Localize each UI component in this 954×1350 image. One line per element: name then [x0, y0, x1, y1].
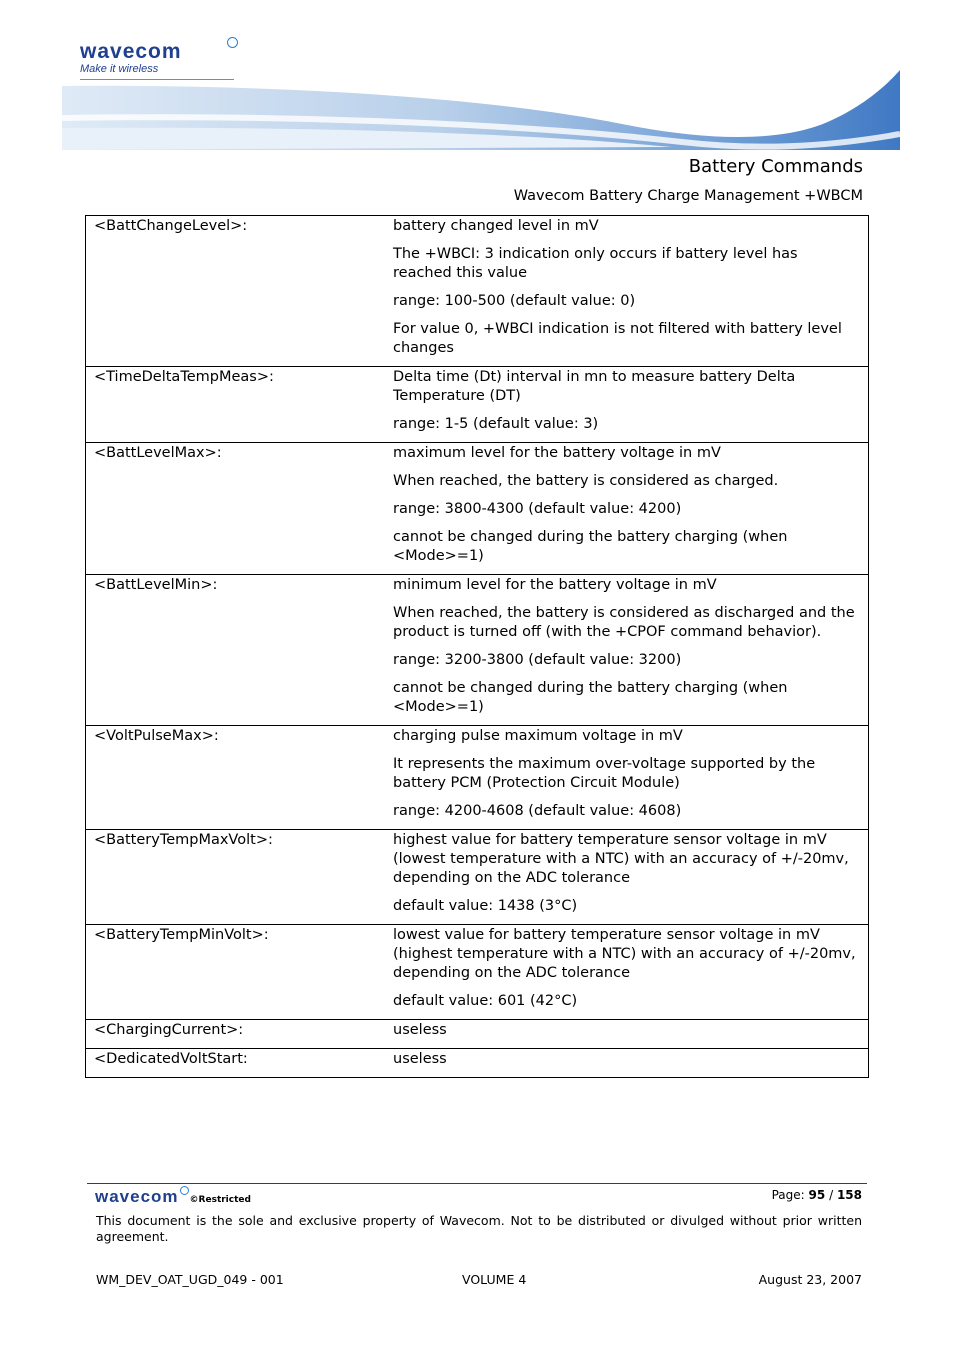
parameter-row [86, 1049, 869, 1078]
page-number [772, 1188, 862, 1202]
parameter-description-line: useless [393, 1022, 447, 1038]
parameter-name: <BattLevelMax>: [94, 445, 222, 461]
parameter-description-line: lowest value for battery temperature sensor voltage in mV (highest temperature with a NTC) with an accuracy of +/-20mv, depending on the ADC tolerance [393, 927, 856, 981]
parameter-description-line: cannot be changed during the battery charging (when <Mode>=1) [393, 680, 788, 715]
footer-logo-wordmark: wavecom [95, 1187, 179, 1206]
parameter-name: <DedicatedVoltStart: [94, 1051, 248, 1067]
parameter-name: <BatteryTempMinVolt>: [94, 927, 269, 943]
parameter-description-line: Delta time (Dt) interval in mn to measure battery Delta Temperature (DT) [393, 369, 796, 404]
page-total: 158 [836, 1188, 862, 1202]
logo-tagline: Make it wireless [80, 63, 159, 75]
parameter-description-cell [377, 1020, 869, 1049]
parameter-description-line: range: 1-5 (default value: 3) [393, 416, 599, 432]
parameter-description-line: The +WBCI: 3 indication only occurs if battery level has reached this value [393, 246, 798, 281]
parameter-name: <BattLevelMin>: [94, 577, 218, 593]
parameter-row [86, 925, 869, 1020]
parameter-description-line: When reached, the battery is considered as discharged and the product is turned off (with the +CPOF command behavior). [393, 605, 855, 640]
parameter-table [85, 215, 869, 1078]
parameter-description-cell [377, 443, 869, 575]
legal-notice: This document is the sole and exclusive property of Wavecom. Not to be distributed or divulged without prior written agreement. [96, 1213, 862, 1244]
parameter-description-cell [377, 925, 869, 1020]
parameter-description-line: battery changed level in mV [393, 218, 599, 234]
parameter-description-line: default value: 1438 (3°C) [393, 898, 578, 914]
parameter-row [86, 367, 869, 443]
parameter-description-cell [377, 367, 869, 443]
restricted-label: ©Restricted [189, 1195, 251, 1205]
parameter-name-cell [86, 1020, 378, 1049]
document-date: August 23, 2007 [758, 1272, 862, 1287]
parameter-row [86, 216, 869, 367]
parameter-name-cell [86, 575, 378, 726]
parameter-name: <TimeDeltaTempMeas>: [94, 369, 274, 385]
parameter-row [86, 1020, 869, 1049]
parameter-row [86, 726, 869, 830]
parameter-description-line: When reached, the battery is considered as charged. [393, 473, 779, 489]
parameter-name: <VoltPulseMax>: [94, 728, 219, 744]
parameter-description-line: For value 0, +WBCI indication is not filtered with battery level changes [393, 321, 842, 356]
parameter-description-line: cannot be changed during the battery charging (when <Mode>=1) [393, 529, 788, 564]
parameter-name-cell [86, 443, 378, 575]
parameter-row [86, 575, 869, 726]
parameter-description-line: maximum level for the battery voltage in mV [393, 445, 721, 461]
page-label: Page: [771, 1188, 805, 1202]
parameter-name: <ChargingCurrent>: [94, 1022, 244, 1038]
parameter-description-line: range: 4200-4608 (default value: 4608) [393, 803, 682, 819]
parameter-description-line: range: 3200-3800 (default value: 3200) [393, 652, 682, 668]
parameter-name-cell [86, 726, 378, 830]
page-separator: / [829, 1188, 834, 1202]
parameter-name: <BattChangeLevel>: [94, 218, 248, 234]
parameter-name-cell [86, 1049, 378, 1078]
parameter-description-cell [377, 726, 869, 830]
parameter-description-line: default value: 601 (42°C) [393, 993, 578, 1009]
parameter-row [86, 443, 869, 575]
section-subtitle: Wavecom Battery Charge Management +WBCM [513, 188, 863, 204]
parameter-name-cell [86, 830, 378, 925]
parameter-name: <BatteryTempMaxVolt>: [94, 832, 273, 848]
parameter-description-line: It represents the maximum over-voltage supported by the battery PCM (Protection Circuit Module) [393, 756, 816, 791]
parameter-description-line: highest value for battery temperature sensor voltage in mV (lowest temperature with a NTC) with an accuracy of +/-20mv, depending on the ADC tolerance [393, 832, 849, 886]
parameter-description-cell [377, 575, 869, 726]
footer-rule [87, 1183, 867, 1184]
parameter-row [86, 830, 869, 925]
section-title: Battery Commands [688, 156, 863, 177]
parameter-description-line: minimum level for the battery voltage in mV [393, 577, 717, 593]
logo-wordmark: wavecom [80, 40, 182, 63]
document-reference: WM_DEV_OAT_UGD_049 - 001 [96, 1272, 284, 1287]
header-swoosh-graphic [62, 70, 900, 152]
parameter-description-line: charging pulse maximum voltage in mV [393, 728, 683, 744]
parameter-name-cell [86, 925, 378, 1020]
parameter-description-line: range: 3800-4300 (default value: 4200) [393, 501, 682, 517]
logo-swirl-icon [227, 37, 238, 48]
footer-logo [95, 1186, 251, 1207]
parameter-table-body [86, 216, 869, 1078]
parameter-description-cell [377, 1049, 869, 1078]
parameter-description-line: range: 100-500 (default value: 0) [393, 293, 636, 309]
footer-logo-swirl-icon [180, 1186, 189, 1195]
parameter-description-cell [377, 830, 869, 925]
parameter-name-cell [86, 367, 378, 443]
parameter-description-cell [377, 216, 869, 367]
parameter-name-cell [86, 216, 378, 367]
parameter-description-line: useless [393, 1051, 447, 1067]
volume-label: VOLUME 4 [462, 1272, 527, 1287]
page-current: 95 [808, 1188, 826, 1202]
